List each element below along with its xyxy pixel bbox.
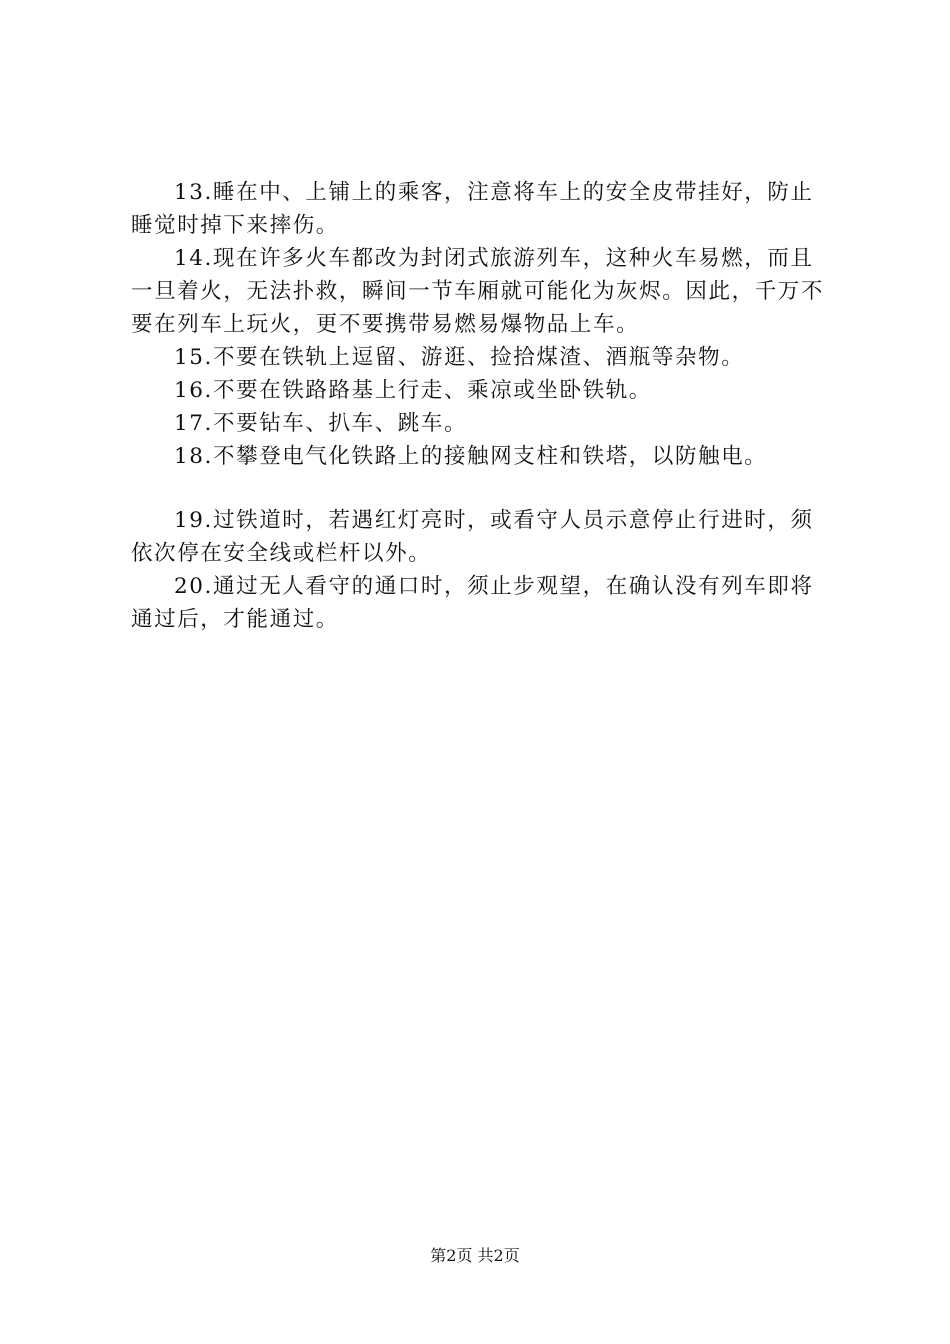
paragraph-17: 17.不要钻车、扒车、跳车。 xyxy=(174,411,468,436)
page-number-footer: 第2页 共2页 xyxy=(430,1246,520,1265)
paragraph-18: 18.不攀登电气化铁路上的接触网支柱和铁塔，以防触电。 xyxy=(174,444,768,469)
paragraph-20: 20.通过无人看守的通口时，须止步观望，在确认没有列车即将通过后，才能通过。 xyxy=(131,574,814,632)
paragraph-19: 19.过铁道时，若遇红灯亮时，或看守人员示意停止行进时，须依次停在安全线或栏杆以外。 xyxy=(131,508,814,566)
paragraph-16: 16.不要在铁路路基上行走、乘凉或坐卧铁轨。 xyxy=(174,378,652,403)
paragraph-13: 13.睡在中、上铺上的乘客，注意将车上的安全皮带挂好，防止睡觉时掉下来摔伤。 xyxy=(131,180,814,238)
paragraph-15: 15.不要在铁轨上逗留、游逛、捡拾煤渣、酒瓶等杂物。 xyxy=(174,345,745,370)
paragraph-14: 14.现在许多火车都改为封闭式旅游列车，这种火车易燃，而且一旦着火，无法扑救，瞬间一节车厢就可能化为灰烬。因此，千万不要在列车上玩火，更不要携带易燃易爆物品上车。 xyxy=(131,246,825,337)
document-body xyxy=(131,176,831,636)
